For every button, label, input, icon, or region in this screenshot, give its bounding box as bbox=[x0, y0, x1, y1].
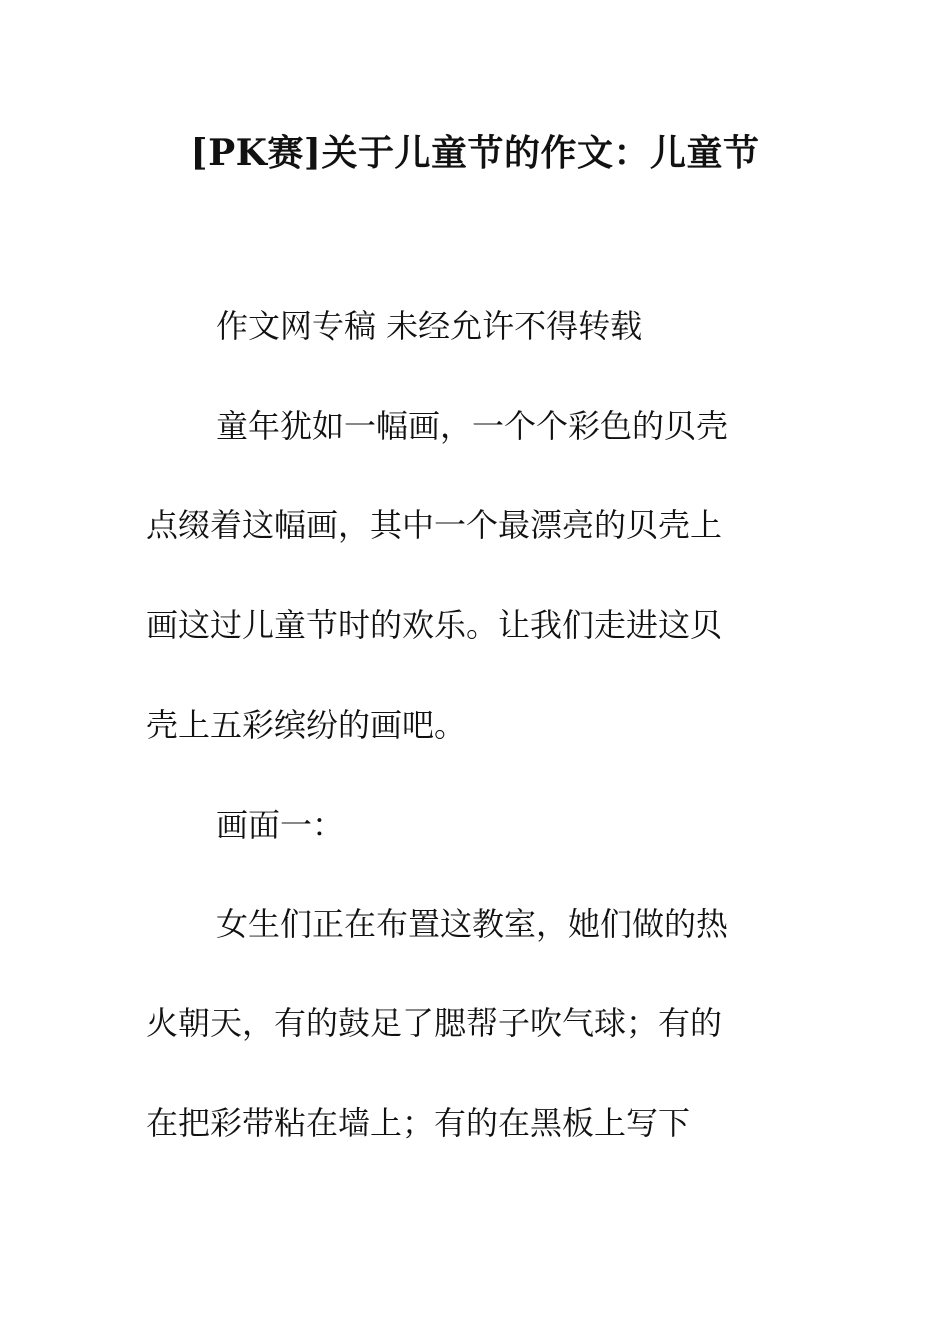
paragraph-line: 在把彩带粘在墙上；有的在黑板上写下 bbox=[146, 1104, 691, 1142]
paragraph-line: 童年犹如一幅画，一个个彩色的贝壳 bbox=[216, 407, 729, 445]
paragraph-line: 画这过儿童节时的欢乐。让我们走进这贝 bbox=[146, 606, 723, 644]
paragraph-line: 火朝天，有的鼓足了腮帮子吹气球；有的 bbox=[146, 1004, 723, 1042]
paragraph-line: 点缀着这幅画，其中一个最漂亮的贝壳上 bbox=[146, 506, 723, 544]
paragraph-line: 女生们正在布置这教室，她们做的热 bbox=[216, 905, 729, 943]
section-heading: 画面一： bbox=[216, 806, 345, 844]
paragraph-line-note: 作文网专稿 未经允许不得转载 bbox=[216, 307, 643, 345]
document-title: [PK赛]关于儿童节的作文：儿童节 bbox=[190, 132, 760, 174]
paragraph-line: 壳上五彩缤纷的画吧。 bbox=[146, 706, 467, 744]
